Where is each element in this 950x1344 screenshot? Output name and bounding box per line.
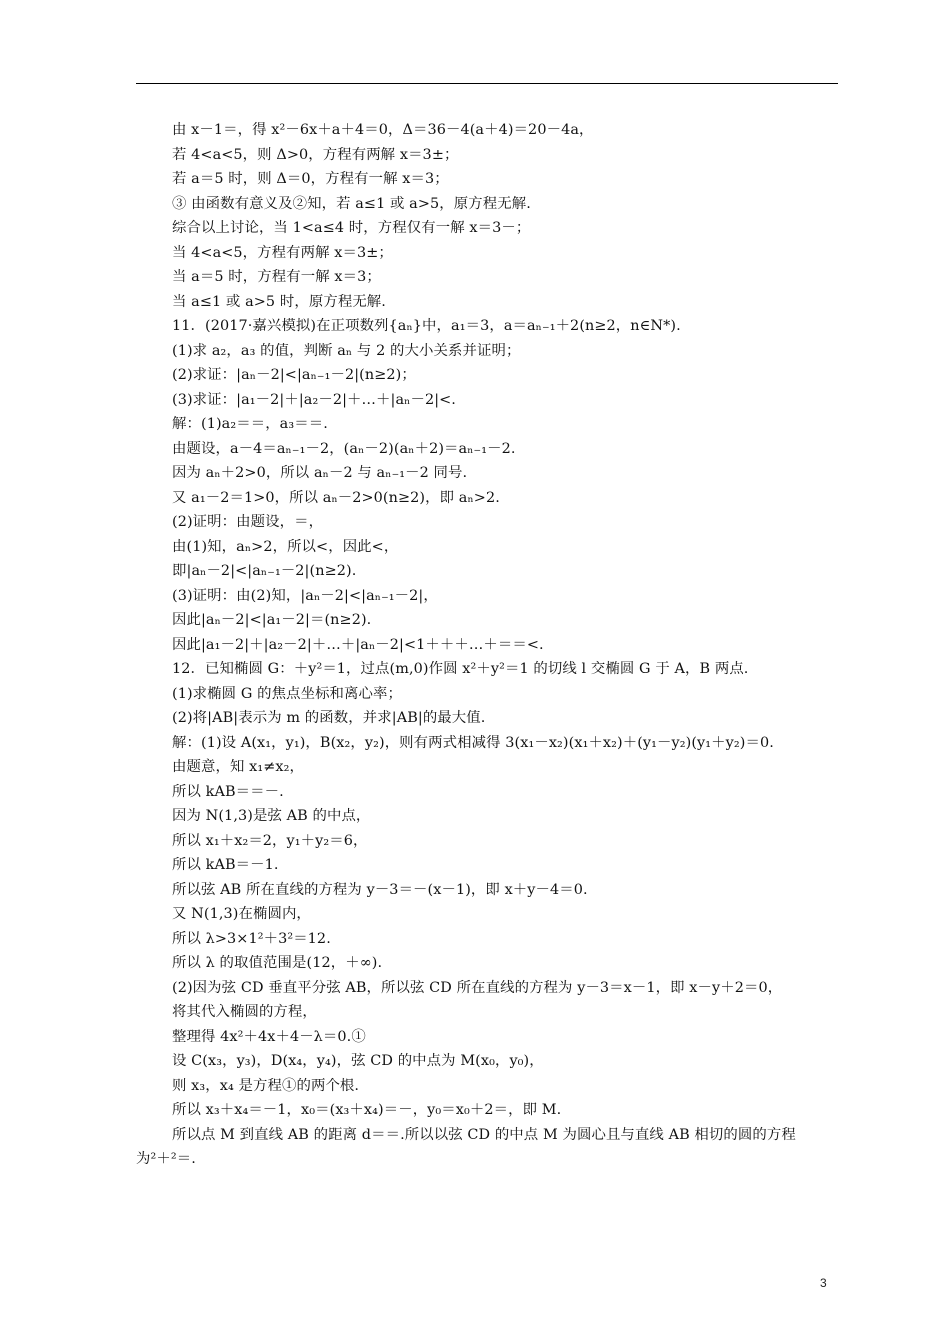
text-line: 所以 x₁＋x₂＝2，y₁＋y₂＝6，: [172, 832, 368, 849]
text-line: (2)证明：由题设，＝，: [172, 514, 324, 530]
text-line: 又 a₁－2＝1>0，所以 aₙ－2>0(n≥2)，即 aₙ>2.: [172, 489, 500, 506]
text-line: 则 x₃，x₄ 是方程①的两个根.: [172, 1077, 360, 1094]
text-line: 因此|a₁－2|＋|a₂－2|＋…＋|aₙ－2|<1＋＋＋…＋＝＝<.: [172, 636, 544, 653]
text-line: (2)求证：|aₙ－2|<|aₙ₋₁－2|(n≥2)；: [172, 367, 416, 383]
text-line: 将其代入椭圆的方程，: [172, 1004, 317, 1020]
text-line: 所以 λ>3×1²＋3²＝12.: [172, 930, 331, 947]
text-line: 所以点 M 到直线 AB 的距离 d＝＝.所以以弦 CD 的中点 M 为圆心且与直线 AB 相切的圆的方程: [172, 1126, 796, 1143]
text-line: 综合以上讨论，当 1<a≤4 时，方程仅有一解 x＝3－；: [172, 220, 531, 236]
text-line: 由(1)知，aₙ>2，所以<，因此<，: [172, 538, 399, 555]
text-line: (3)证明：由(2)知，|aₙ－2|<|aₙ₋₁－2|，: [172, 587, 438, 604]
text-line: 解：(1)a₂＝＝，a₃＝＝.: [172, 416, 328, 432]
problem-12-statement: 12．已知椭圆 G：＋y²＝1，过点(m,0)作圆 x²＋y²＝1 的切线 l 交椭圆 G 于 A，B 两点.: [172, 661, 749, 677]
text-line: 若 4<a<5，则 Δ>0，方程有两解 x＝3±；: [172, 146, 459, 163]
text-line: 当 4<a<5，方程有两解 x＝3±；: [172, 244, 393, 261]
text-line: (3)求证：|a₁－2|＋|a₂－2|＋…＋|aₙ－2|<.: [172, 391, 456, 408]
text-line: 解：(1)设 A(x₁，y₁)，B(x₂，y₂)，则有两式相减得 3(x₁－x₂)(x₁＋x₂)＋(y₁－y₂)(y₁＋y₂)＝0.: [172, 734, 774, 751]
page-number: 3: [820, 1276, 827, 1290]
text-line: 因为 aₙ＋2>0，所以 aₙ－2 与 aₙ₋₁－2 同号.: [172, 465, 468, 481]
text-line: 由题意，知 x₁≠x₂，: [172, 759, 304, 775]
text-line: 当 a≤1 或 a>5 时，原方程无解.: [172, 293, 386, 310]
text-line: 整理得 4x²＋4x＋4－λ＝0.①: [172, 1028, 366, 1045]
text-line: (1)求椭圆 G 的焦点坐标和离心率；: [172, 685, 403, 702]
text-line: 所以 x₃＋x₄＝－1，x₀＝(x₃＋x₄)＝－，y₀＝x₀＋2＝，即 M.: [172, 1102, 562, 1118]
text-line: 又 N(1,3)在椭圆内，: [172, 906, 311, 922]
text-line: 为²＋²＝.: [136, 1151, 196, 1167]
text-line: 由题设，a－4＝aₙ₋₁－2，(aₙ－2)(aₙ＋2)＝aₙ₋₁－2.: [172, 440, 516, 457]
header-rule: [136, 83, 838, 84]
text-line: 设 C(x₃，y₃)，D(x₄，y₄)，弦 CD 的中点为 M(x₀，y₀)，: [172, 1053, 544, 1069]
text-line: (2)将|AB|表示为 m 的函数，并求|AB|的最大值.: [172, 710, 486, 726]
text-line: (1)求 a₂，a₃ 的值，判断 aₙ 与 2 的大小关系并证明；: [172, 342, 521, 359]
text-line: 所以 kAB＝－1.: [172, 857, 279, 873]
text-line: 由 x－1＝，得 x²－6x＋a＋4＝0，Δ＝36－4(a＋4)＝20－4a，: [172, 122, 594, 138]
text-line: 因为 N(1,3)是弦 AB 的中点，: [172, 808, 371, 824]
text-line: 所以弦 AB 所在直线的方程为 y－3＝－(x－1)，即 x＋y－4＝0.: [172, 881, 588, 898]
text-line: 因此|aₙ－2|<|a₁－2|＝(n≥2).: [172, 612, 372, 628]
text-line: ③ 由函数有意义及②知，若 a≤1 或 a>5，原方程无解.: [172, 195, 531, 212]
problem-11-statement: 11．(2017·嘉兴模拟)在正项数列{aₙ}中，a₁＝3，a＝aₙ₋₁＋2(n≥2，n∈N*).: [172, 318, 681, 334]
text-line: 即|aₙ－2|<|aₙ₋₁－2|(n≥2).: [172, 563, 357, 579]
text-line: 所以 λ 的取值范围是(12，＋∞).: [172, 955, 383, 971]
text-line: 若 a＝5 时，则 Δ＝0，方程有一解 x＝3；: [172, 171, 449, 187]
text-line: 所以 kAB＝＝－.: [172, 783, 284, 800]
text-line: 当 a＝5 时，方程有一解 x＝3；: [172, 269, 381, 285]
text-line: (2)因为弦 CD 垂直平分弦 AB，所以弦 CD 所在直线的方程为 y－3＝x－1，即 x－y＋2＝0，: [172, 979, 783, 996]
